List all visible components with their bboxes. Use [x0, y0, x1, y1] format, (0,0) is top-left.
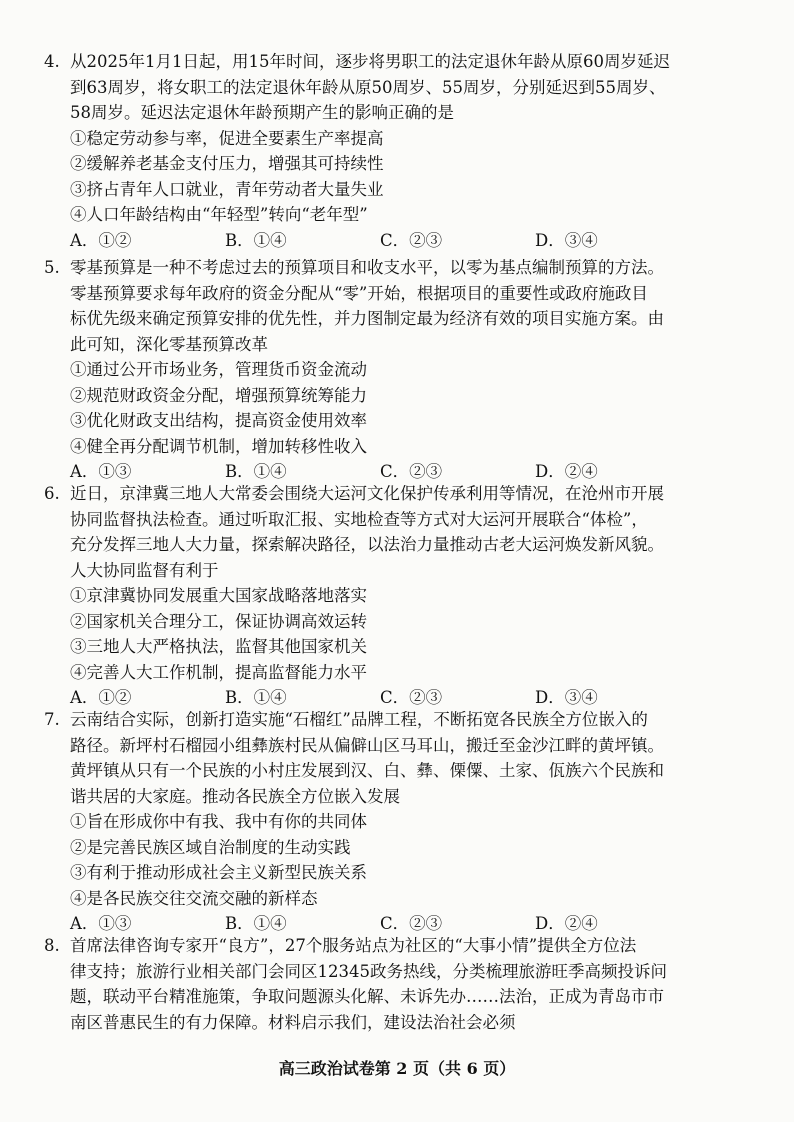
option-b: B．①④	[225, 914, 287, 933]
statement-item: ④是各民族交往交流交融的新样态	[70, 888, 318, 908]
statement-item: ②规范财政资金分配，增强预算统筹能力	[70, 385, 367, 405]
statement-item: ④健全再分配调节机制，增加转移性收入	[70, 436, 367, 456]
statement-item: ①稳定劳动参与率，促进全要素生产率提高	[70, 128, 384, 148]
question-number: 8.	[44, 936, 60, 955]
question-8	[44, 933, 750, 1035]
statement-item: ②国家机关合理分工，保证协调高效运转	[70, 611, 367, 631]
statement-item: ③三地人大严格执法，监督其他国家机关	[70, 637, 367, 656]
option-d: D．③④	[535, 688, 598, 707]
statement-item: ②缓解养老基金支付压力，增强其可持续性	[70, 154, 384, 173]
option-a: A．①②	[70, 230, 132, 250]
question-4	[44, 49, 750, 253]
question-stem: 6. 近日，京津冀三地人大常委会围绕大运河文化保护传承利用等情况，在沧州市开展 协同监督执法检查。通过听取汇报、实地检查等方式对大运河开展联合“体检”， 充分发挥三地人大力量，探索解决路径，以法治力量推动古老大运河焕发新风貌。 人大协同监督有利于	[70, 481, 750, 583]
option-d: D．②④	[535, 914, 598, 933]
statement-item: ④人口年龄结构由“年轻型”转向“老年型”	[70, 205, 368, 224]
option-c: C．②③	[380, 914, 443, 933]
option-c: C．②③	[380, 688, 443, 707]
question-stem: 4. 从2025年1月1日起，用15年时间，逐步将男职工的法定退休年龄从原60周岁延迟 到63周岁，将女职工的法定退休年龄从原50周岁、55周岁，分别延迟到55周岁、 58周岁。延迟法定退休年龄预期产生的影响正确的是	[70, 49, 750, 126]
statement-item: ①通过公开市场业务，管理货币资金流动	[70, 360, 367, 379]
statement-item: ①京津冀协同发展重大国家战略落地落实	[70, 586, 367, 605]
question-stem: 5. 零基预算是一种不考虑过去的预算项目和收支水平，以零为基点编制预算的方法。 零基预算要求每年政府的资金分配从“零”开始，根据项目的重要性或政府施政目 标优先级来确定预算安排的优先性，并力图制定最为经济有效的项目实施方案。由 此可知，深化零基预算改革	[70, 255, 750, 357]
option-d: D．③④	[535, 230, 598, 250]
option-a: A．①③	[70, 462, 132, 481]
option-c: C．②③	[380, 462, 443, 481]
question-7	[44, 707, 750, 937]
question-number: 4.	[44, 52, 60, 71]
option-a: A．①②	[70, 688, 132, 707]
question-stem: 7. 云南结合实际，创新打造实施“石榴红”品牌工程，不断拓宽各民族全方位嵌入的 路径。新坪村石榴园小组彝族村民从偏僻山区马耳山，搬迁至金沙江畔的黄坪镇。 黄坪镇从只有一个民族的小村庄发展到汉、白、彝、傈僳、土家、佤族六个民族和 谐共居的大家庭。推动各民族全方位嵌入发展	[70, 707, 750, 809]
question-number: 7.	[44, 710, 60, 729]
option-c: C．②③	[380, 230, 443, 250]
statement-item: ①旨在形成你中有我、我中有你的共同体	[70, 812, 367, 831]
question-6	[44, 481, 750, 711]
question-stem: 8. 首席法律咨询专家开“良方”，27个服务站点为社区的“大事小情”提供全方位法 律支持；旅游行业相关部门会同区12345政务热线，分类梳理旅游旺季高频投诉问 题，联动平台精准施策，争取问题源头化解、未诉先办……法治，正成为青岛市市 南区普惠民生的有力保障。材料启示我们，建设法治社会必须	[70, 933, 750, 1035]
statement-item: ③有利于推动形成社会主义新型民族关系	[70, 863, 367, 882]
statement-item: ②是完善民族区域自治制度的生动实践	[70, 837, 351, 857]
question-number: 6.	[44, 484, 60, 503]
statement-item: ④完善人大工作机制，提高监督能力水平	[70, 662, 367, 682]
option-b: B．①④	[225, 462, 287, 481]
option-a: A．①③	[70, 914, 132, 933]
question-number: 5.	[44, 258, 60, 277]
statement-item: ③挤占青年人口就业，青年劳动者大量失业	[70, 179, 384, 199]
option-b: B．①④	[225, 688, 287, 707]
option-d: D．②④	[535, 462, 598, 481]
option-b: B．①④	[225, 230, 287, 250]
question-5	[44, 255, 750, 485]
statement-item: ③优化财政支出结构，提高资金使用效率	[70, 411, 367, 430]
page-footer: 高三政治试卷第 2 页（共 6 页）	[278, 1059, 516, 1078]
answer-options	[70, 228, 750, 254]
